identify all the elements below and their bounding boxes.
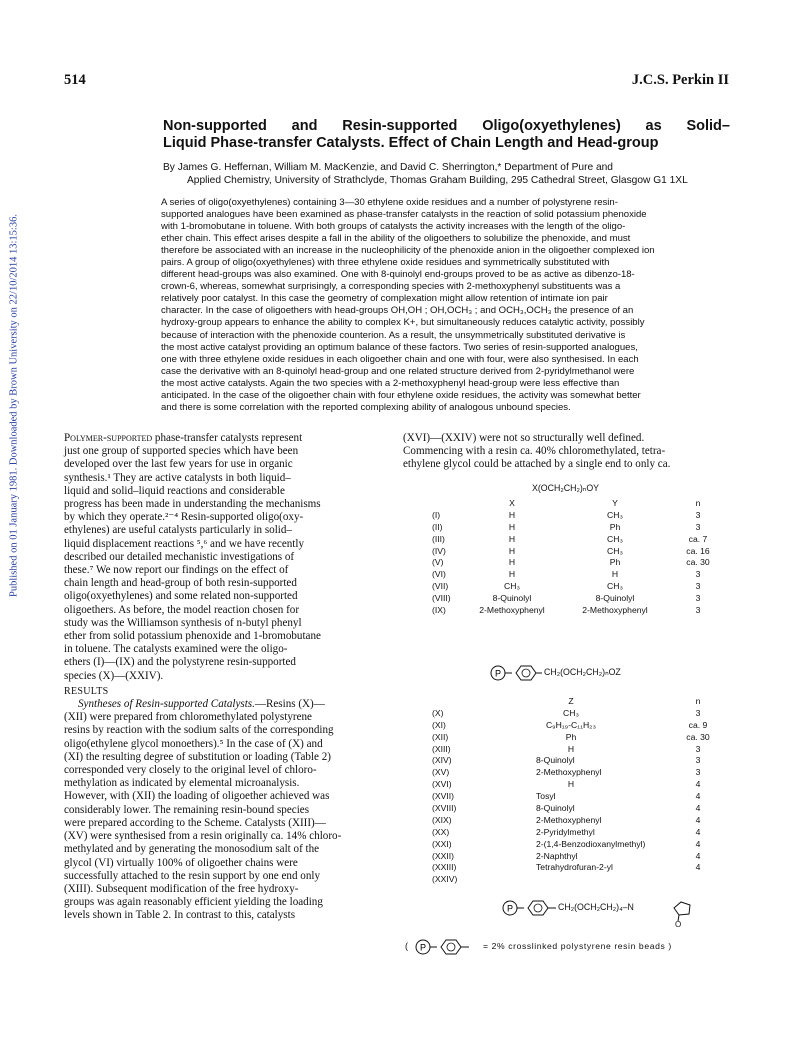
line-text: phase-transfer catalysts represent [152, 432, 303, 444]
z-group-cell: 2-(1,4-Benzodioxanylmethyl) [536, 838, 646, 849]
text-line [64, 724, 389, 737]
x-group-cell: H [508, 521, 516, 532]
n-cell: 3 [695, 569, 701, 580]
n-cell: 4 [695, 862, 701, 873]
line-text: (XV) were synthesised from a resin originally ca. 14% chloro- [64, 830, 342, 843]
author-line-2: Applied Chemistry, University of Strathclyde, Thomas Graham Building, 295 Cathedral Street, Glasgow G1 1XL [187, 175, 688, 186]
compound-label: (XXII) [432, 850, 454, 861]
y-group-cell: Ph [609, 521, 621, 532]
abstract-line: pairs. A group of oligo(oxyethylenes) with three ethylene oxide residues and symmetrically substituted with [161, 257, 610, 269]
y-group-cell: 8-Quinolyl [595, 593, 635, 604]
line-text: synthesis.¹ They are active catalysts in both liquid– [64, 471, 291, 484]
column-header-n: n [695, 695, 701, 706]
table-row [432, 568, 722, 580]
line-text: successfully attached to the resin support by one end only [64, 869, 321, 882]
table-row [432, 707, 722, 719]
title-line-2: Liquid Phase-transfer Catalysts. Effect of Chain Length and Head-group [163, 135, 659, 151]
table-row [432, 604, 722, 616]
text-line [64, 511, 389, 524]
text-line: (XVI)—(XXIV) were not so structurally well defined. [403, 432, 645, 444]
text-line [64, 630, 389, 643]
n-cell: 3 [695, 743, 701, 754]
compound-label: (II) [432, 521, 443, 532]
line-text: groups was again reasonably efficient yielding the loading [64, 896, 323, 909]
line-text: glycol (VI) virtually 100% of oligoether chains were [64, 856, 298, 869]
text-line [64, 551, 389, 564]
author-block [163, 161, 730, 187]
x-group-cell: 2-Methoxyphenyl [479, 604, 545, 615]
abstract-line: hydroxy-group appears to enhance the ability to complex K+, but simultaneously reduces catalytic activity, possibly [161, 317, 645, 329]
abstract-line: different head-groups was also examined. One with 8-quinolyl end-groups proved to be as active as dibenzo-18- [161, 269, 635, 281]
abstract [161, 197, 729, 414]
text-line [64, 577, 389, 590]
text-line [64, 711, 389, 724]
n-cell: 3 [695, 593, 701, 604]
abstract-line: A series of oligo(oxyethylenes) containing 3—30 ethylene oxide residues and a number of polystyrene resin- [161, 197, 618, 208]
n-cell: 4 [695, 838, 701, 849]
introduction [64, 432, 389, 683]
column-header-n: n [695, 497, 701, 508]
table-row [432, 814, 722, 826]
text-line [64, 764, 389, 777]
n-cell: 4 [695, 791, 701, 802]
title-word: as [645, 118, 662, 134]
text-line [64, 896, 389, 909]
compound-label: (X) [432, 707, 444, 718]
x-group-cell: H [508, 533, 516, 544]
line-text: ethylenes) are useful catalysts particularly in solid– [64, 524, 292, 537]
compound-label: (VI) [432, 569, 446, 580]
n-cell: 4 [695, 850, 701, 861]
compound-label: (XXI) [432, 838, 452, 849]
abstract-line: one with three ethylene oxide residues in each oligoether chain and one with four, were also synthesised. In each [161, 353, 639, 365]
xxiv-structure [500, 897, 720, 929]
left-column [64, 432, 389, 923]
column-header-y: Y [612, 497, 618, 508]
title-word: Resin-supported [342, 118, 458, 134]
line-text: oligo(oxyethylenes) and some related non-supported [64, 590, 298, 603]
x-group-cell: H [508, 557, 516, 568]
text-line [64, 485, 389, 498]
formula-xxiv: CH₂(OCH₂CH₂)₄–N [558, 902, 634, 912]
text-line: Commencing with a resin ca. 40% chloromethylated, tetra- [403, 445, 666, 458]
z-group-cell: H [567, 779, 575, 790]
compound-label: (XIV) [432, 755, 452, 766]
text-line [64, 909, 389, 922]
n-cell: 4 [695, 826, 701, 837]
table-row [432, 826, 722, 838]
table-row [432, 790, 722, 802]
abstract-line: crown-6, whereas, somewhat surprisingly, a corresponding species with 2-methoxyphenyl substituents was a [161, 281, 621, 293]
line-text: ether from solid potassium phenoxide and 1-bromobutane [64, 630, 321, 643]
line-text: described our detailed mechanistic investigations of [64, 550, 295, 563]
text-line [64, 445, 389, 458]
download-watermark: Published on 01 January 1981. Downloaded by Brown University on 22/10/2014 13:15:36. [8, 214, 20, 597]
y-group-cell: CH₃ [607, 533, 623, 544]
abstract-line: with 1-bromobutane in toluene. With both groups of catalysts the activity increases with the length of the oligo- [161, 221, 626, 233]
line-text: species (X)—(XXIV). [64, 669, 164, 682]
z-group-cell: Tetrahydrofuran-2-yl [536, 862, 613, 873]
line-text: oligo(ethylene glycol monoethers).⁵ In the case of (X) and [64, 737, 323, 750]
abstract-line: the most active catalyst providing an optimum balance of these factors. Two series of resin-supported analogues, [161, 341, 638, 353]
text-line [64, 817, 389, 830]
z-group-cell: C₉H₁₉-C₁₁H₂₃ [545, 719, 597, 730]
z-group-cell: 2-Naphthyl [536, 850, 578, 861]
table-row [432, 580, 722, 592]
z-group-cell: 8-Quinolyl [536, 802, 575, 813]
text-line [64, 777, 389, 790]
text-line [64, 564, 389, 577]
formula-oligoether: X(OCH₂CH₂)ₙOY [532, 483, 600, 493]
text-line [64, 498, 389, 511]
journal-name: J.C.S. Perkin II [631, 72, 729, 88]
line-text: progress has been made in understanding the mechanisms [64, 498, 321, 511]
text-line [64, 617, 389, 630]
formula-resin-oligoether: CH₂(OCH₂CH₂)ₙOZ [544, 667, 621, 677]
x-group-cell: 8-Quinolyl [492, 593, 532, 604]
n-cell: 3 [695, 509, 701, 520]
compound-label: (XII) [432, 731, 449, 742]
article-title [163, 118, 730, 152]
abstract-line: case the derivative with an 8-quinolyl head-group and one related structure derived from 2-pyridylmethanol were [161, 365, 635, 377]
line-text: levels shown in Table 2. In contrast to this, catalysts [64, 909, 296, 922]
carbonyl-o-label: O [675, 920, 682, 929]
oligoether-table [432, 497, 722, 616]
resin-phenyl-icon [413, 937, 483, 957]
compound-label: (I) [432, 509, 441, 520]
x-group-cell: H [508, 509, 516, 520]
n-cell: ca. 30 [686, 731, 710, 742]
footnote-open-paren: ( [405, 941, 408, 951]
table-row [432, 556, 722, 568]
text-line [64, 670, 389, 683]
page-number: 514 [64, 72, 86, 88]
text-line [64, 857, 389, 870]
line-text: corresponded very closely to the original level of chloro- [64, 764, 317, 777]
text-line [64, 472, 389, 485]
line-text: liquid and solid–liquid reactions and considerable [64, 484, 285, 497]
line-text: (XIII). Subsequent modification of the free hydroxy- [64, 882, 299, 895]
text-line [64, 604, 389, 617]
table-row [432, 545, 722, 557]
line-text: ethers (I)—(IX) and the polystyrene resin-supported [64, 656, 296, 669]
text-line [64, 432, 389, 445]
compound-label: (XVI) [432, 779, 452, 790]
line-text: these.⁷ We now report our findings on the effect of [64, 564, 289, 577]
compound-label: (XI) [432, 719, 446, 730]
n-cell: 3 [695, 767, 701, 778]
table-row [432, 778, 722, 790]
line-text: oligoethers. As before, the model reaction chosen for [64, 603, 300, 616]
text-line: ethylene glycol could be attached by a single end to only ca. [403, 458, 671, 471]
z-group-cell: 2-Methoxyphenyl [536, 814, 602, 825]
line-text: liquid displacement reactions ⁵,⁶ and we have recently [64, 537, 304, 550]
footnote-text: = 2% crosslinked polystyrene resin beads ) [483, 941, 672, 951]
n-cell: ca. 16 [686, 545, 710, 556]
text-line [64, 830, 389, 843]
y-group-cell: CH₃ [607, 545, 623, 556]
text-line [64, 538, 389, 551]
z-group-cell: Ph [565, 731, 577, 742]
compound-label: (XXIII) [432, 862, 457, 873]
text-line [64, 870, 389, 883]
text-line [64, 643, 389, 656]
text-line [64, 458, 389, 471]
subheading-text: Syntheses of Resin-supported Catalysts. [78, 698, 255, 711]
text-line [64, 656, 389, 669]
abstract-line: the most active catalysts. Again the two species with a 2-methoxyphenyl head-group were less effective than [161, 377, 620, 389]
table-row [432, 802, 722, 814]
z-group-cell [468, 873, 674, 885]
compound-label: (XVII) [432, 791, 454, 802]
y-group-cell: CH₃ [607, 509, 623, 520]
text-line [64, 698, 389, 711]
abstract-line: relatively poor catalyst. In this case the geometry of complexation might allow retention of intimate ion pair [161, 293, 608, 305]
abstract-line: and there is some correlation with the reported complexing ability of analogous unbound species. [161, 401, 571, 413]
n-cell: 3 [695, 755, 701, 766]
table-row [432, 873, 722, 885]
table-row [432, 766, 722, 778]
x-group-cell: H [508, 545, 516, 556]
line-text: in toluene. The catalysts examined were the oligo- [64, 643, 288, 656]
line-text: developed over the last few years for use in organic [64, 458, 293, 471]
title-word: Oligo(oxyethylenes) [482, 118, 621, 134]
compound-label: (XIX) [432, 814, 452, 825]
table-row [432, 509, 722, 521]
x-group-cell: H [508, 569, 516, 580]
text-line [64, 590, 389, 603]
table-row [432, 838, 722, 850]
line-text: just one group of supported species which have been [64, 445, 299, 458]
right-column-text [403, 432, 738, 472]
text-line [64, 790, 389, 803]
compound-label: (V) [432, 557, 444, 568]
compound-label: (XVIII) [432, 802, 457, 813]
title-word: Solid– [686, 118, 730, 134]
compound-label: (XIII) [432, 743, 451, 754]
text-line [64, 751, 389, 764]
column-header-x: X [509, 497, 515, 508]
abstract-line: supported analogues have been examined as phase-transfer catalysts in the reaction of solid potassium phenoxide [161, 209, 647, 221]
compound-label: (XV) [432, 767, 450, 778]
n-cell [674, 873, 722, 885]
line-text: (XII) were prepared from chloromethylated polystyrene [64, 711, 312, 724]
resin-bead-label: P [494, 668, 502, 679]
line-text: resins by reaction with the sodium salts of the corresponding [64, 724, 334, 737]
z-group-cell: Tosyl [536, 791, 556, 802]
abstract-line: therefore be associated with an increase in the nucleophilicity of the phenoxide anion in the oligoether complexed ion [161, 245, 655, 257]
z-group-cell: H [567, 743, 575, 754]
text-line [64, 883, 389, 896]
abstract-line: because of interaction with the phenoxide counterion. As a result, the unsymmetrically substituted derivative is [161, 329, 626, 341]
line-text: (XI) the resulting degree of substitution or loading (Table 2) [64, 750, 331, 763]
lead-in-text: Polymer-supported [64, 432, 153, 444]
line-text: chain length and head-group of both resin-supported [64, 577, 297, 590]
resin-catalyst-table [432, 695, 722, 885]
text-line [64, 524, 389, 537]
abstract-line: ether chain. This effect arises despite a fall in the ability of the oligoethers to solubilize the phenoxide, and must [161, 233, 631, 245]
table-row [432, 592, 722, 604]
n-cell: 3 [695, 707, 701, 718]
author-line-1: By James G. Heffernan, William M. MacKenzie, and David C. Sherrington,* Department of Pure and [163, 162, 613, 173]
n-cell: 3 [695, 521, 701, 532]
table-header-row [432, 695, 722, 707]
resin-structure [488, 662, 738, 684]
table-row [432, 743, 722, 755]
n-cell: 4 [695, 802, 701, 813]
title-word: Non-supported [163, 118, 267, 134]
table-row [432, 861, 722, 873]
n-cell: 4 [695, 779, 701, 790]
table-row [432, 754, 722, 766]
compound-label: (IV) [432, 545, 446, 556]
line-text: were prepared according to the Scheme. Catalysts (XIII)— [64, 816, 326, 829]
resin-bead-label: P [506, 903, 514, 914]
compound-label: (XXIV) [432, 874, 458, 885]
table-row [432, 719, 722, 731]
compound-label: (III) [432, 533, 445, 544]
y-group-cell: Ph [609, 557, 621, 568]
table-row [432, 850, 722, 862]
z-group-cell: 2-Methoxyphenyl [536, 767, 602, 778]
compound-label: (IX) [432, 604, 446, 615]
n-cell: ca. 30 [686, 557, 710, 568]
results-text [64, 698, 389, 922]
resin-footnote [405, 937, 735, 957]
compound-label: (VII) [432, 581, 449, 592]
n-cell: 3 [695, 604, 701, 615]
y-group-cell: H [611, 569, 619, 580]
n-cell: ca. 7 [688, 533, 708, 544]
table-header-row [432, 497, 722, 509]
abstract-line: anticipated. In the case of the oligoether chain with four ethylene oxide residues, the activity was somewhat better [161, 389, 641, 401]
z-group-cell: 8-Quinolyl [536, 755, 575, 766]
n-cell: 4 [695, 814, 701, 825]
title-line-1 [163, 118, 730, 135]
text-line [64, 843, 389, 856]
title-word: and [291, 118, 318, 134]
y-group-cell: CH₃ [607, 581, 623, 592]
z-group-cell: CH₃ [563, 707, 579, 718]
compound-label: (XX) [432, 826, 450, 837]
results-heading: RESULTS [64, 685, 109, 697]
table-row [432, 533, 722, 545]
x-group-cell: CH₃ [504, 581, 520, 592]
abstract-line: character. In the case of oligoethers with head-groups OH,OH ; OH,OCH₃ ; and OCH₃,OCH₃ the presence of an [161, 305, 634, 317]
line-text: However, with (XII) the loading of oligoether achieved was [64, 790, 330, 803]
table-row [432, 521, 722, 533]
resin-bead-label: P [419, 942, 427, 953]
line-text: study was the Williamson synthesis of n-butyl phenyl [64, 616, 302, 629]
z-group-cell: 2-Pyridylmethyl [536, 826, 595, 837]
table-row [432, 731, 722, 743]
column-header-z: Z [568, 695, 574, 706]
line-text: —Resins (X)— [254, 698, 325, 711]
line-text: methylation as indicated by elemental microanalysis. [64, 777, 300, 790]
text-line [64, 804, 389, 817]
line-text: methylated and by generating the monosodium salt of the [64, 843, 320, 856]
y-group-cell: 2-Methoxyphenyl [582, 604, 648, 615]
line-text: considerably lower. The remaining resin-bound species [64, 803, 310, 816]
compound-label: (VIII) [432, 593, 451, 604]
n-cell: 3 [695, 581, 701, 592]
text-line [64, 738, 389, 751]
line-text: by which they operate.²⁻⁴ Resin-supported oligo(oxy- [64, 511, 304, 524]
n-cell: ca. 9 [688, 719, 708, 730]
